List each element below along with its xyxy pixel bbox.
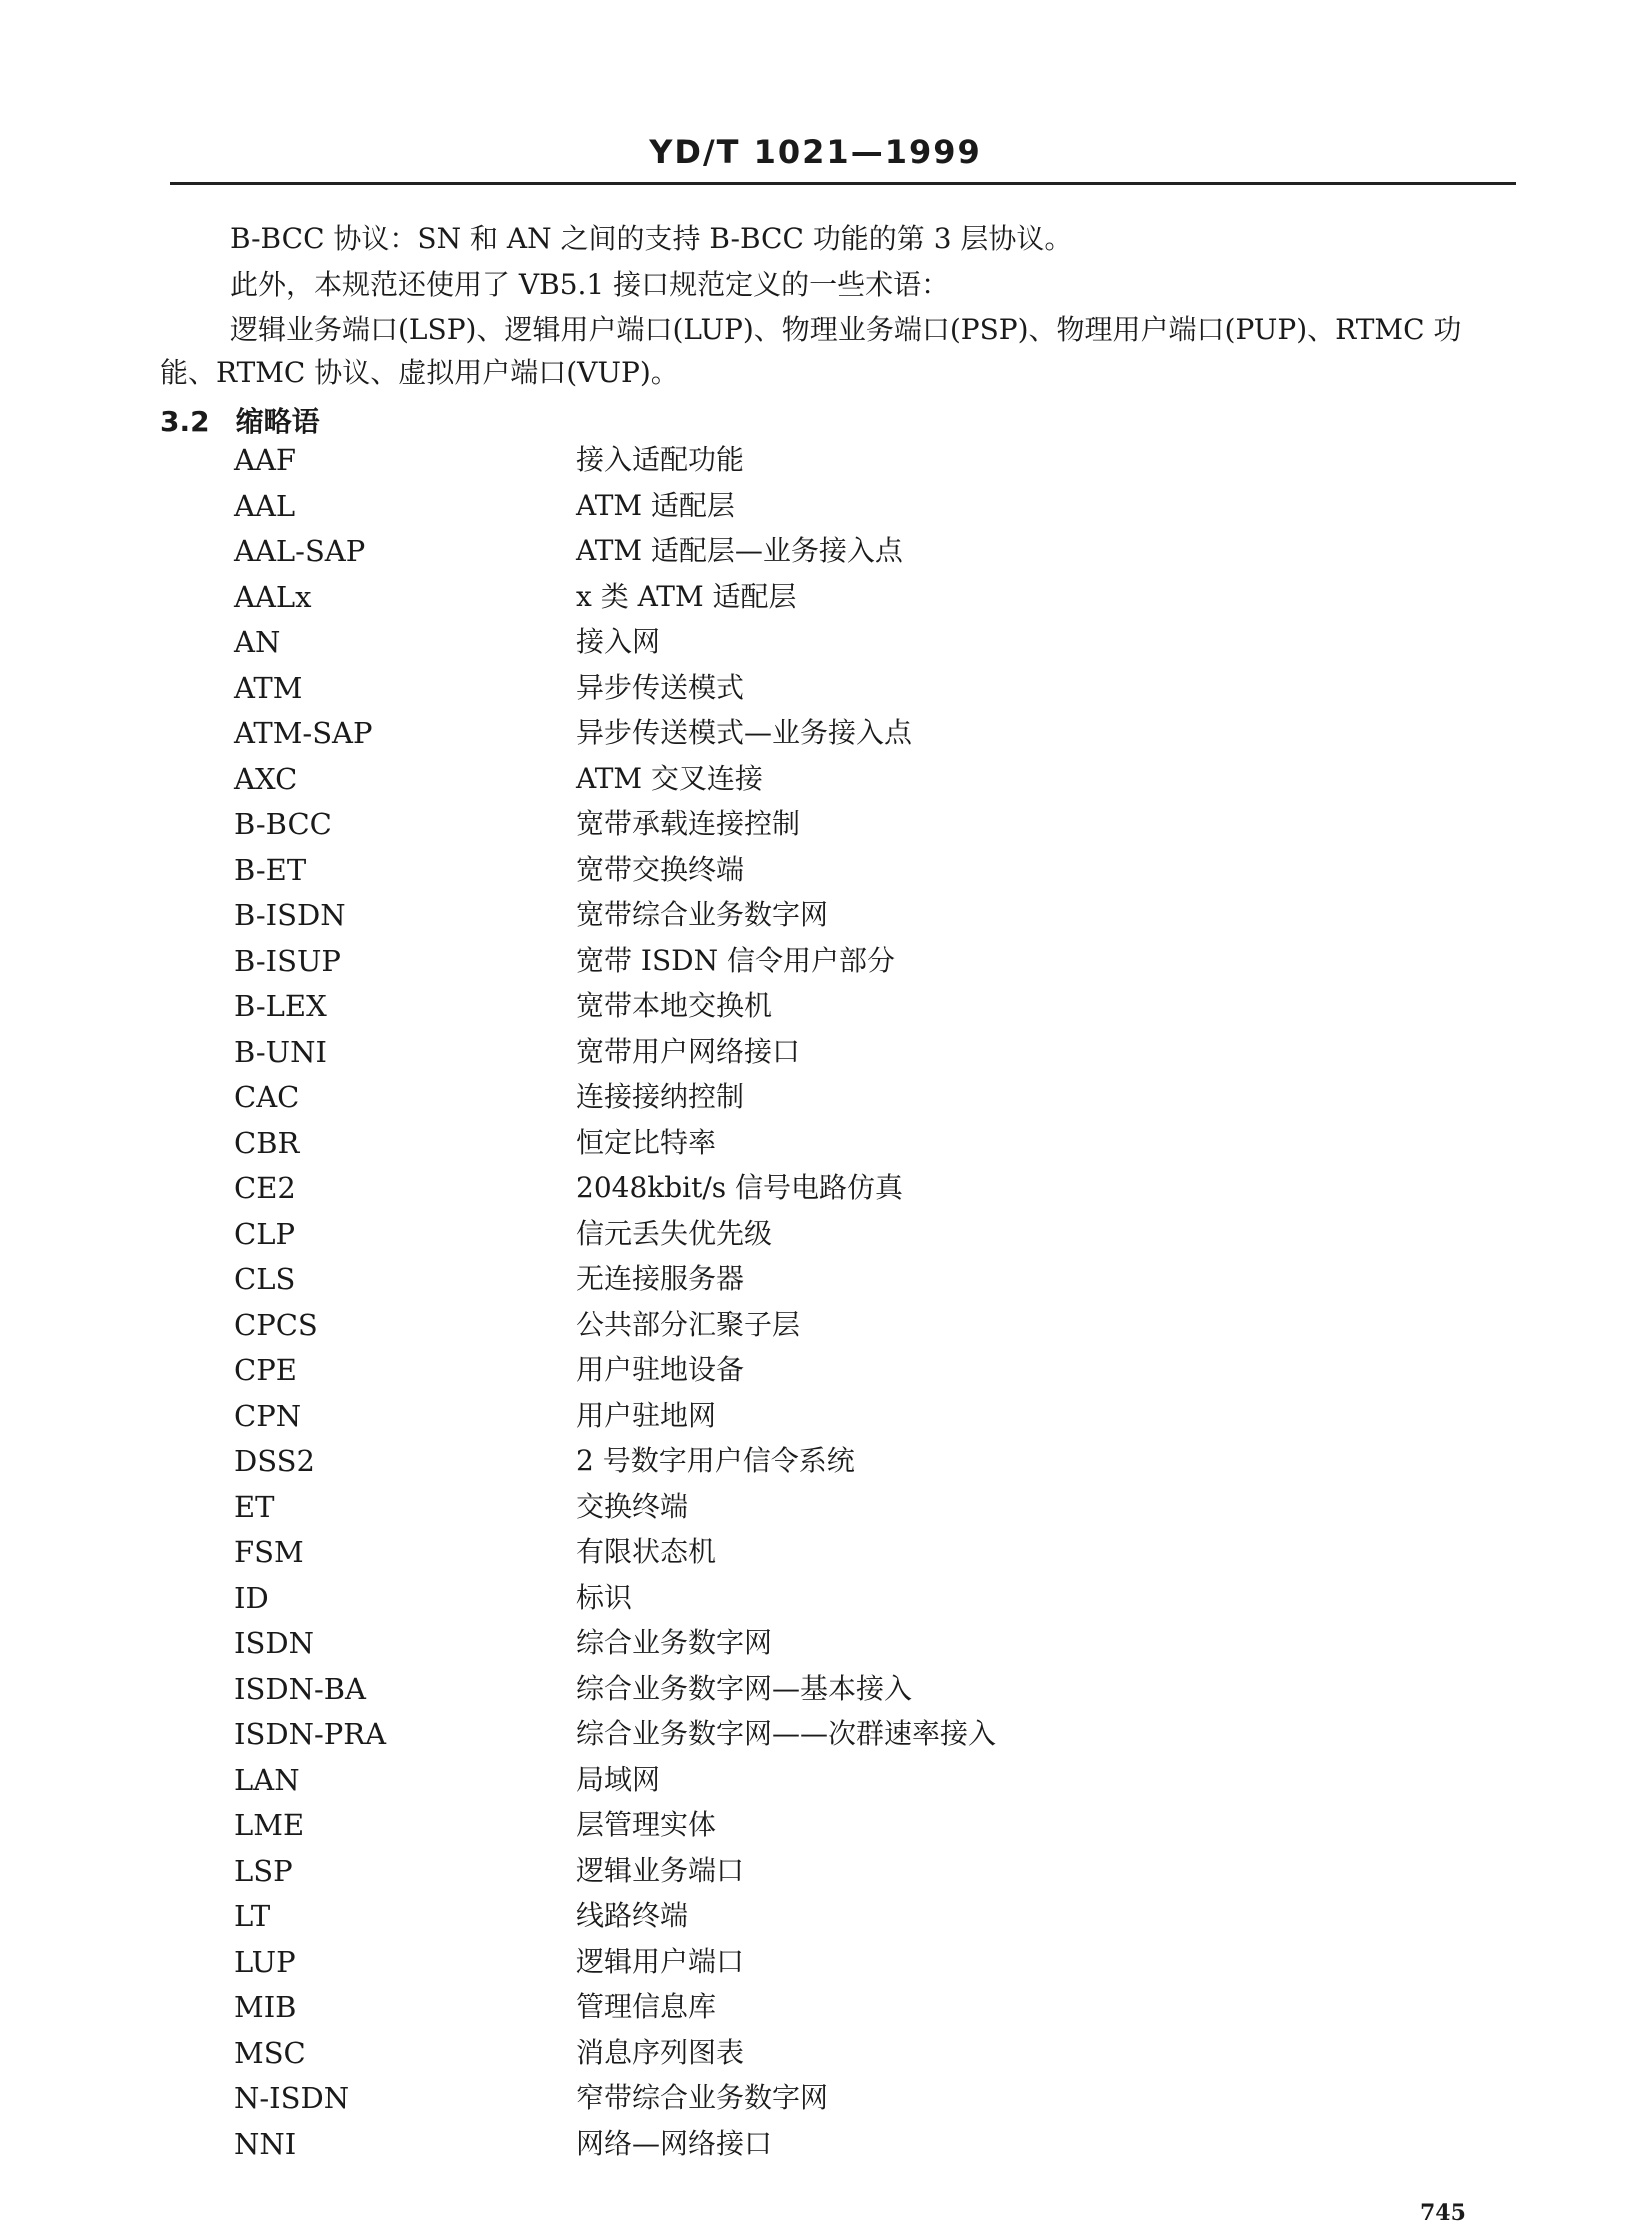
abbreviation-term: FSM — [234, 1535, 304, 1569]
abbreviation-meaning: 线路终端 — [576, 1899, 689, 1932]
section-heading — [160, 400, 320, 440]
abbreviation-term: ISDN-BA — [234, 1671, 367, 1706]
abbreviation-term: CE2 — [234, 1171, 296, 1205]
abbreviation-term: B-ISUP — [234, 943, 341, 978]
abbreviation-row — [0, 1261, 1631, 1307]
abbreviation-row — [0, 2080, 1631, 2126]
abbreviation-row — [0, 1352, 1631, 1398]
abbreviation-meaning: 宽带承载连接控制 — [576, 807, 801, 840]
abbreviation-meaning: 接入适配功能 — [576, 443, 745, 476]
abbreviation-term: LME — [234, 1808, 305, 1842]
abbreviation-meaning: 异步传送模式 — [576, 670, 745, 704]
section-number: 3.2 — [160, 405, 210, 438]
abbreviation-term: ISDN-PRA — [234, 1717, 387, 1751]
abbreviation-term: NNI — [234, 2126, 297, 2161]
running-header: YD/T 1021—1999 — [649, 133, 982, 171]
abbreviation-term: LUP — [234, 1944, 296, 1979]
abbreviation-meaning: 公共部分汇聚子层 — [576, 1307, 801, 1341]
abbreviation-term: ET — [234, 1489, 275, 1524]
abbreviation-term: AXC — [234, 761, 298, 796]
abbreviation-row — [0, 1944, 1631, 1990]
abbreviation-term: B-ET — [234, 852, 307, 887]
abbreviation-meaning: 2048kbit/s 信号电路仿真 — [576, 1171, 904, 1204]
abbreviation-row — [0, 488, 1631, 534]
abbreviation-meaning: 无连接服务器 — [576, 1262, 745, 1295]
page-number: 745 — [1420, 2200, 1466, 2226]
abbreviation-row — [0, 1853, 1631, 1899]
abbreviation-meaning: 宽带用户网络接口 — [576, 1034, 801, 1068]
abbreviation-row — [0, 1989, 1631, 2035]
abbreviation-meaning: 宽带交换终端 — [576, 852, 745, 886]
abbreviation-meaning: 有限状态机 — [576, 1535, 717, 1568]
abbreviation-row — [0, 442, 1631, 488]
paragraph-terms-list: 逻辑业务端口(LSP)、逻辑用户端口(LUP)、物理业务端口(PSP)、物理用户端口(PUP)、RTMC 功 — [230, 313, 1462, 346]
abbreviation-term: CPCS — [234, 1307, 318, 1342]
paragraph-additional-terms: 此外，本规范还使用了 VB5.1 接口规范定义的一些术语： — [230, 268, 950, 301]
abbreviation-meaning: 异步传送模式—业务接入点 — [576, 716, 913, 749]
abbreviation-row — [0, 1716, 1631, 1762]
abbreviation-row — [0, 533, 1631, 579]
abbreviation-row — [0, 1671, 1631, 1717]
abbreviation-row — [0, 943, 1631, 989]
abbreviation-row — [0, 1807, 1631, 1853]
abbreviation-meaning: 连接接纳控制 — [576, 1080, 745, 1113]
abbreviation-row — [0, 715, 1631, 761]
abbreviation-meaning: 标识 — [576, 1580, 633, 1614]
abbreviation-row — [0, 2126, 1631, 2172]
abbreviation-term: ATM-SAP — [234, 716, 373, 750]
abbreviation-row — [0, 1034, 1631, 1080]
header-rule — [170, 182, 1516, 185]
abbreviation-term: CBR — [234, 1125, 300, 1160]
abbreviation-term: AALx — [234, 579, 312, 614]
abbreviation-row — [0, 1534, 1631, 1580]
abbreviation-term: B-BCC — [234, 807, 332, 841]
abbreviation-meaning: 恒定比特率 — [576, 1125, 717, 1159]
abbreviation-meaning: 消息序列图表 — [576, 2035, 745, 2069]
abbreviation-term: AAL — [234, 488, 296, 523]
abbreviation-term: MIB — [234, 1990, 297, 2024]
abbreviation-row — [0, 852, 1631, 898]
abbreviation-meaning: ATM 适配层 — [576, 488, 735, 522]
abbreviation-meaning: 宽带综合业务数字网 — [576, 898, 829, 931]
abbreviation-row — [0, 1125, 1631, 1171]
abbreviation-row — [0, 624, 1631, 670]
abbreviation-term: LAN — [234, 1762, 300, 1797]
abbreviation-meaning: 综合业务数字网 — [576, 1626, 773, 1659]
abbreviation-term: LSP — [234, 1853, 293, 1888]
abbreviation-meaning: 窄带综合业务数字网 — [576, 2081, 829, 2114]
abbreviation-row — [0, 1762, 1631, 1808]
abbreviation-term: B-LEX — [234, 989, 327, 1023]
abbreviation-row — [0, 1170, 1631, 1216]
abbreviation-meaning: 层管理实体 — [576, 1808, 717, 1841]
abbreviation-row — [0, 670, 1631, 716]
abbreviation-term: ID — [234, 1580, 269, 1615]
abbreviation-term: B-ISDN — [234, 898, 346, 932]
abbreviation-term: ATM — [234, 670, 303, 705]
abbreviation-meaning: 局域网 — [576, 1762, 661, 1796]
abbreviation-meaning: 综合业务数字网—基本接入 — [576, 1671, 913, 1705]
abbreviation-row — [0, 579, 1631, 625]
abbreviation-term: CPN — [234, 1398, 302, 1433]
abbreviation-term: MSC — [234, 2035, 306, 2070]
abbreviation-meaning: 接入网 — [576, 625, 661, 658]
abbreviation-meaning: 综合业务数字网——次群速率接入 — [576, 1717, 997, 1750]
abbreviation-row — [0, 1580, 1631, 1626]
abbreviation-row — [0, 988, 1631, 1034]
abbreviation-term: AAF — [234, 443, 297, 477]
abbreviation-meaning: 网络—网络接口 — [576, 2126, 773, 2160]
abbreviation-meaning: 逻辑用户端口 — [576, 1944, 745, 1978]
paragraph-terms-list-continued: 能、RTMC 协议、虚拟用户端口(VUP)。 — [160, 356, 679, 389]
abbreviation-meaning: 管理信息库 — [576, 1990, 717, 2023]
abbreviation-meaning: 2 号数字用户信令系统 — [576, 1444, 855, 1477]
abbreviation-meaning: 信元丢失优先级 — [576, 1216, 773, 1250]
abbreviation-term: N-ISDN — [234, 2081, 350, 2115]
abbreviation-row — [0, 1307, 1631, 1353]
abbreviation-term: AAL-SAP — [234, 534, 366, 568]
abbreviation-row — [0, 897, 1631, 943]
abbreviation-row — [0, 1898, 1631, 1944]
abbreviation-row — [0, 761, 1631, 807]
paragraph-bbcc-protocol: B-BCC 协议：SN 和 AN 之间的支持 B-BCC 功能的第 3 层协议。 — [230, 222, 1073, 255]
abbreviation-row — [0, 1625, 1631, 1671]
abbreviation-row — [0, 1079, 1631, 1125]
abbreviation-term: CAC — [234, 1080, 300, 1114]
abbreviation-meaning: ATM 适配层—业务接入点 — [576, 534, 903, 567]
abbreviation-term: CLP — [234, 1216, 295, 1251]
abbreviation-row — [0, 1398, 1631, 1444]
abbreviation-row — [0, 1443, 1631, 1489]
abbreviation-term: CPE — [234, 1353, 297, 1387]
abbreviation-term: CLS — [234, 1262, 296, 1296]
abbreviation-term: AN — [234, 625, 281, 659]
abbreviation-meaning: 用户驻地设备 — [576, 1353, 745, 1386]
abbreviation-meaning: 宽带本地交换机 — [576, 989, 773, 1022]
abbreviation-term: LT — [234, 1899, 271, 1933]
abbreviation-term: ISDN — [234, 1626, 314, 1660]
abbreviation-row — [0, 2035, 1631, 2081]
abbreviation-row — [0, 806, 1631, 852]
abbreviation-meaning: 交换终端 — [576, 1489, 689, 1523]
abbreviation-term: DSS2 — [234, 1444, 315, 1478]
abbreviation-row — [0, 1216, 1631, 1262]
abbreviation-meaning: ATM 交叉连接 — [576, 761, 763, 795]
abbreviation-term: B-UNI — [234, 1034, 327, 1069]
abbreviation-meaning: x 类 ATM 适配层 — [576, 579, 797, 613]
abbreviation-row — [0, 1489, 1631, 1535]
section-title: 缩略语 — [235, 405, 320, 438]
abbreviation-meaning: 用户驻地网 — [576, 1398, 717, 1432]
abbreviation-list — [0, 442, 1631, 2171]
abbreviation-meaning: 宽带 ISDN 信令用户部分 — [576, 943, 895, 977]
abbreviation-meaning: 逻辑业务端口 — [576, 1853, 745, 1887]
